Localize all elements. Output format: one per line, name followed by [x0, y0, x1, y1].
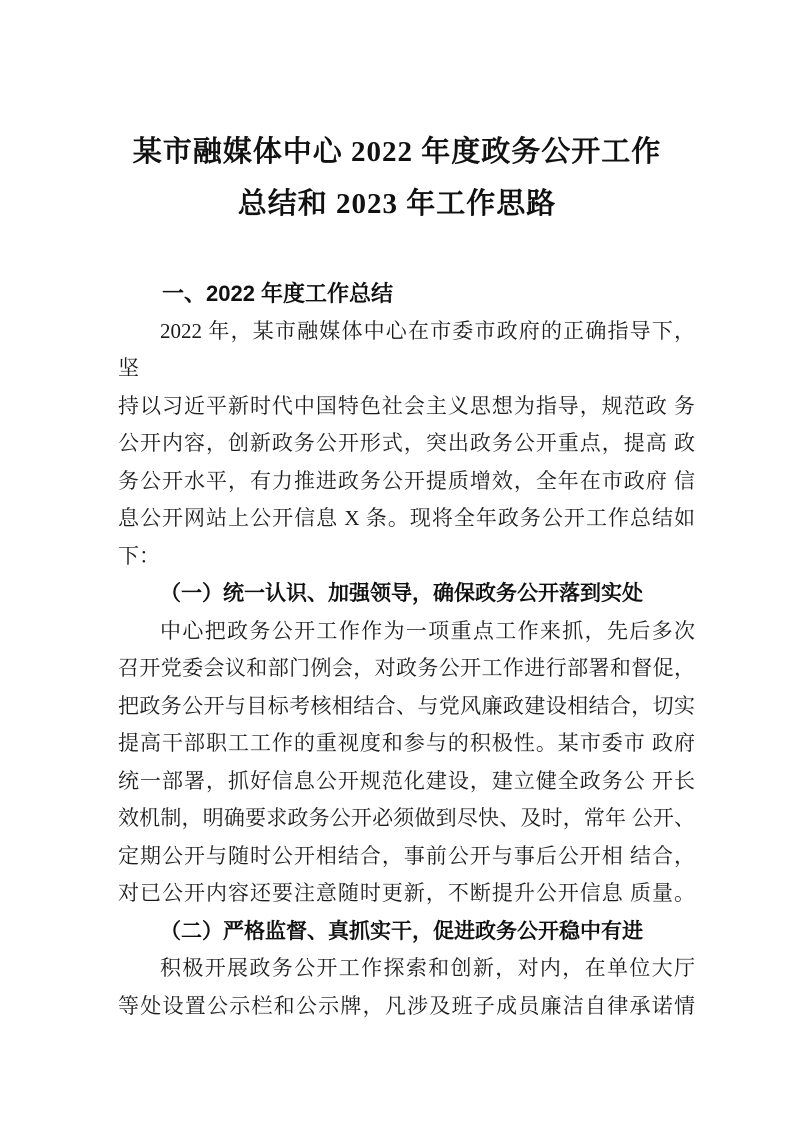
text-line: 下： — [118, 543, 160, 568]
document-title — [0, 126, 794, 230]
text-line: 持以习近平新时代中国特色社会主义思想为指导，规范政 务 — [118, 393, 695, 418]
section-heading: 一、2022 年度工作总结 — [162, 281, 394, 306]
text-line: 召开党委会议和部门例会，对政务公开工作进行部署和督促， — [118, 656, 695, 680]
text-line: 2022 年，某市融媒体中心在市委市政府的正确指导下， 坚 — [118, 318, 695, 380]
text-line: 积极开展政务公开工作探索和创新，对内，在单位大厅 — [160, 956, 695, 980]
text-line: 务公开水平，有力推进政务公开提质增效，全年在市政府 信 — [118, 468, 695, 493]
text-line: 统一部署，抓好信息公开规范化建设，建立健全政务公 开长 — [118, 768, 695, 793]
text-line: 效机制，明确要求政务公开必须做到尽快、及时，常年 公开、 — [118, 806, 695, 830]
section-heading: （二）严格监督、真抓实干，促进政务公开稳中有进 — [160, 918, 643, 943]
text-line: 提高干部职工工作的重视度和参与的积极性。某市委市 政府 — [118, 731, 695, 755]
section-heading: （一）统一认识、加强领导，确保政务公开落到实处 — [160, 581, 643, 605]
document-title-line2: 总结和 2023 年工作思路 — [237, 188, 557, 220]
text-line: 公开内容，创新政务公开形式，突出政务公开重点，提高 政 — [118, 431, 695, 455]
text-line: 中心把政务公开工作作为一项重点工作来抓，先后多次 — [160, 618, 695, 643]
text-line: 把政务公开与目标考核相结合、与党风廉政建设相结合，切实 — [118, 693, 695, 718]
text-line: 定期公开与随时公开相结合，事前公开与事后公开相 结合， — [118, 843, 695, 868]
document-title-line1: 某市融媒体中心 2022 年度政务公开工作 — [132, 136, 662, 168]
document-body — [118, 275, 695, 1025]
text-line: 息公开网站上公开信息 X 条。现将全年政务公开工作总结如 — [118, 506, 695, 530]
text-line: 对已公开内容还要注意随时更新，不断提升公开信息 质量。 — [118, 881, 695, 905]
text-line: 等处设置公示栏和公示牌，凡涉及班子成员廉洁自律承诺情 — [118, 993, 695, 1018]
